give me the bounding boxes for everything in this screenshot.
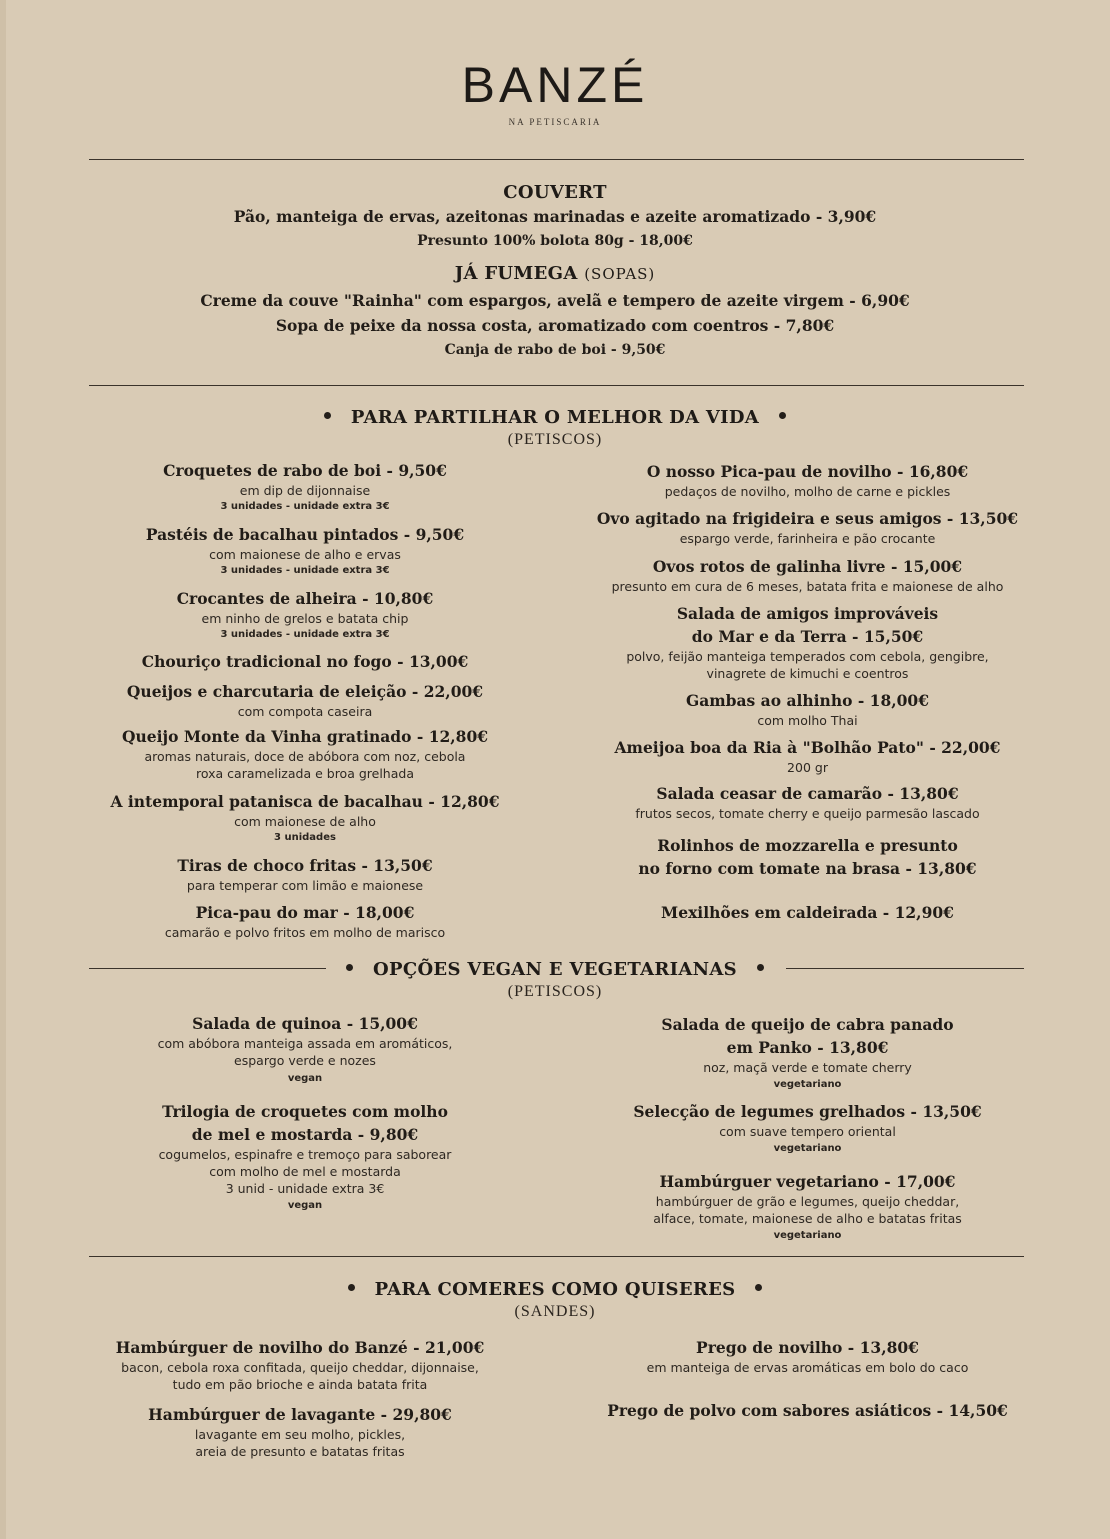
item-description: bacon, cebola roxa confitada, queijo cheddar, dijonnaise,: [121, 1360, 479, 1375]
vegan-title-row: [60, 958, 1050, 982]
menu-item: [555, 901, 1060, 924]
item-description: 200 gr: [787, 760, 828, 775]
petiscos-subtitle: (PETISCOS): [507, 431, 603, 448]
item-description: lavagante em seu molho, pickles,: [194, 1427, 406, 1442]
sopas-subtitle: (SOPAS): [584, 265, 656, 283]
menu-item: [60, 1012, 550, 1089]
menu-item: [60, 1100, 550, 1215]
sandes-subtitle: (SANDES): [514, 1303, 596, 1320]
item-description: espargo verde e nozes: [234, 1053, 376, 1068]
item-name-line2: do Mar e da Terra - 15,50€: [691, 627, 924, 646]
item-name-line2: no forno com tomate na brasa - 13,80€: [638, 859, 977, 878]
item-name: Croquetes de rabo de boi - 9,50€: [163, 461, 447, 480]
item-note: 3 unidades - unidade extra 3€: [220, 629, 390, 640]
item-description: em ninho de grelos e batata chip: [201, 611, 409, 626]
menu-item: [60, 725, 550, 782]
item-description: alface, tomate, maionese de alho e batatas fritas: [653, 1211, 962, 1226]
sopas-heading: [60, 262, 1050, 286]
divider: [89, 385, 1024, 386]
item-name: Trilogia de croquetes com molho: [162, 1102, 448, 1121]
item-name: Ovo agitado na frigideira e seus amigos - 13,50€: [596, 509, 1019, 528]
couvert-section: [60, 181, 1050, 253]
item-description: espargo verde, farinheira e pão crocante: [679, 531, 936, 546]
bullet-icon: [324, 412, 331, 419]
menu-item: [60, 650, 550, 673]
item-name-line2: em Panko - 13,80€: [726, 1038, 889, 1057]
item-name: Queijos e charcutaria de eleição - 22,00€: [126, 682, 484, 701]
menu-item: [60, 854, 550, 894]
item-note: 3 unidades - unidade extra 3€: [220, 501, 390, 512]
menu-item: [60, 790, 550, 846]
item-name: Pica-pau do mar - 18,00€: [195, 903, 415, 922]
item-name: O nosso Pica-pau de novilho - 16,80€: [646, 462, 969, 481]
item-description: tudo em pão brioche e ainda batata frita: [172, 1377, 428, 1392]
item-note: vegetariano: [773, 1079, 842, 1090]
menu-item: [555, 1100, 1060, 1158]
item-name: Rolinhos de mozzarella e presunto: [657, 836, 958, 855]
item-note: vegan: [287, 1200, 323, 1211]
sopas-item: Creme da couve "Rainha" com espargos, avelã e tempero de azeite virgem - 6,90€: [200, 291, 910, 310]
menu-item: [555, 1336, 1060, 1376]
item-name: Salada de quinoa - 15,00€: [192, 1014, 418, 1033]
item-name: Mexilhões em caldeirada - 12,90€: [661, 903, 954, 922]
item-name: Hambúrguer de novilho do Banzé - 21,00€: [115, 1338, 485, 1357]
menu-item: [555, 782, 1060, 822]
item-description: aromas naturais, doce de abóbora com noz, cebola: [144, 749, 466, 764]
item-name: Tiras de choco fritas - 13,50€: [177, 856, 433, 875]
item-description: com abóbora manteiga assada em aromáticos,: [157, 1036, 453, 1051]
petiscos-title-row: [60, 406, 1050, 430]
menu-item: [60, 901, 550, 941]
divider: [89, 1256, 1024, 1257]
bullet-icon: [348, 1284, 355, 1291]
vegan-title: OPÇÕES VEGAN E VEGETARIANAS: [373, 959, 737, 980]
item-name: Chouriço tradicional no fogo - 13,00€: [141, 652, 469, 671]
item-note: vegetariano: [773, 1230, 842, 1241]
item-name: Pastéis de bacalhau pintados - 9,50€: [145, 525, 465, 544]
menu-item: [60, 459, 550, 515]
item-description: pedaços de novilho, molho de carne e pickles: [664, 484, 951, 499]
item-description: com molho de mel e mostarda: [209, 1164, 401, 1179]
sopas-section: [60, 262, 1050, 362]
bullet-icon: [346, 964, 353, 971]
couvert-item: Presunto 100% bolota 80g - 18,00€: [417, 233, 693, 249]
menu-item: [555, 1013, 1060, 1094]
couvert-item: Pão, manteiga de ervas, azeitonas marinadas e azeite aromatizado - 3,90€: [233, 207, 877, 226]
menu-item: [555, 1170, 1060, 1245]
petiscos-title: PARA PARTILHAR O MELHOR DA VIDA: [350, 407, 760, 428]
item-description: com maionese de alho: [234, 814, 376, 829]
bullet-icon: [779, 412, 786, 419]
menu-item: [555, 834, 1060, 880]
item-name: Prego de novilho - 13,80€: [696, 1338, 919, 1357]
menu-item: [555, 460, 1060, 500]
item-description: em manteiga de ervas aromáticas em bolo do caco: [646, 1360, 969, 1375]
item-name: Hambúrguer vegetariano - 17,00€: [659, 1172, 956, 1191]
item-description: com maionese de alho e ervas: [209, 547, 401, 562]
item-description: com compota caseira: [237, 704, 373, 719]
menu-item: [60, 680, 550, 720]
item-note: 3 unidades: [274, 832, 336, 843]
item-description: em dip de dijonnaise: [239, 483, 371, 498]
bullet-icon: [757, 964, 764, 971]
item-description: presunto em cura de 6 meses, batata frita e maionese de alho: [611, 579, 1004, 594]
item-description: com suave tempero oriental: [719, 1124, 896, 1139]
divider: [89, 159, 1024, 160]
item-name: Ovos rotos de galinha livre - 15,00€: [652, 557, 963, 576]
item-description: noz, maçã verde e tomate cherry: [703, 1060, 912, 1075]
item-name: Gambas ao alhinho - 18,00€: [686, 691, 929, 710]
sandes-title: PARA COMERES COMO QUISERES: [374, 1279, 736, 1300]
item-description: polvo, feijão manteiga temperados com cebola, gengibre,: [626, 649, 989, 664]
item-name: Queijo Monte da Vinha gratinado - 12,80€: [121, 727, 489, 746]
item-description: vinagrete de kimuchi e coentros: [706, 666, 909, 681]
item-description: cogumelos, espinafre e tremoço para saborear: [158, 1147, 452, 1162]
menu-item: [60, 523, 550, 579]
sandes-header: [60, 1278, 1050, 1322]
menu-item: [555, 689, 1060, 729]
menu-item: [50, 1403, 550, 1460]
menu-item: [60, 587, 550, 643]
brand-logo: BANZÉ: [461, 57, 649, 113]
sopas-item: Sopa de peixe da nossa costa, aromatizado com coentros - 7,80€: [275, 316, 835, 335]
item-note: 3 unidades - unidade extra 3€: [220, 565, 390, 576]
item-description: areia de presunto e batatas fritas: [195, 1444, 405, 1459]
petiscos-header: [60, 406, 1050, 450]
item-name: Selecção de legumes grelhados - 13,50€: [633, 1102, 982, 1121]
sopas-title: JÁ FUMEGA: [454, 263, 578, 284]
item-description: 3 unid - unidade extra 3€: [225, 1181, 385, 1196]
item-name: Crocantes de alheira - 10,80€: [176, 589, 434, 608]
item-name: Salada ceasar de camarão - 13,80€: [656, 784, 959, 803]
item-name-line2: de mel e mostarda - 9,80€: [191, 1125, 419, 1144]
item-description: camarão e polvo fritos em molho de marisco: [164, 925, 446, 940]
bullet-icon: [755, 1284, 762, 1291]
item-description: roxa caramelizada e broa grelhada: [196, 766, 414, 781]
menu-item: [555, 507, 1060, 547]
menu-item: [555, 1399, 1060, 1422]
item-description: hambúrguer de grão e legumes, queijo cheddar,: [655, 1194, 960, 1209]
menu-item: [50, 1336, 550, 1393]
item-name: Ameijoa boa da Ria à "Bolhão Pato" - 22,00€: [614, 738, 1001, 757]
page-edge: [0, 0, 6, 1539]
menu-item: [555, 736, 1060, 776]
item-description: frutos secos, tomate cherry e queijo parmesão lascado: [635, 806, 980, 821]
menu-item: [555, 602, 1060, 682]
item-note: vegan: [287, 1073, 323, 1084]
vegan-subtitle: (PETISCOS): [507, 983, 603, 1000]
sandes-title-row: [60, 1278, 1050, 1302]
item-name: Salada de queijo de cabra panado: [661, 1015, 954, 1034]
item-name: Salada de amigos improváveis: [676, 604, 939, 623]
sopas-item: Canja de rabo de boi - 9,50€: [444, 342, 666, 358]
item-description: para temperar com limão e maionese: [186, 878, 424, 893]
item-description: com molho Thai: [757, 713, 858, 728]
item-name: Hambúrguer de lavagante - 29,80€: [148, 1405, 452, 1424]
couvert-title: COUVERT: [503, 182, 607, 203]
item-note: vegetariano: [773, 1143, 842, 1154]
menu-item: [555, 555, 1060, 595]
vegan-header: [60, 958, 1050, 1002]
brand-tagline: NA PETISCARIA: [508, 117, 602, 127]
item-name: Prego de polvo com sabores asiáticos - 14,50€: [607, 1401, 1008, 1420]
item-name: A intemporal patanisca de bacalhau - 12,80€: [110, 792, 500, 811]
